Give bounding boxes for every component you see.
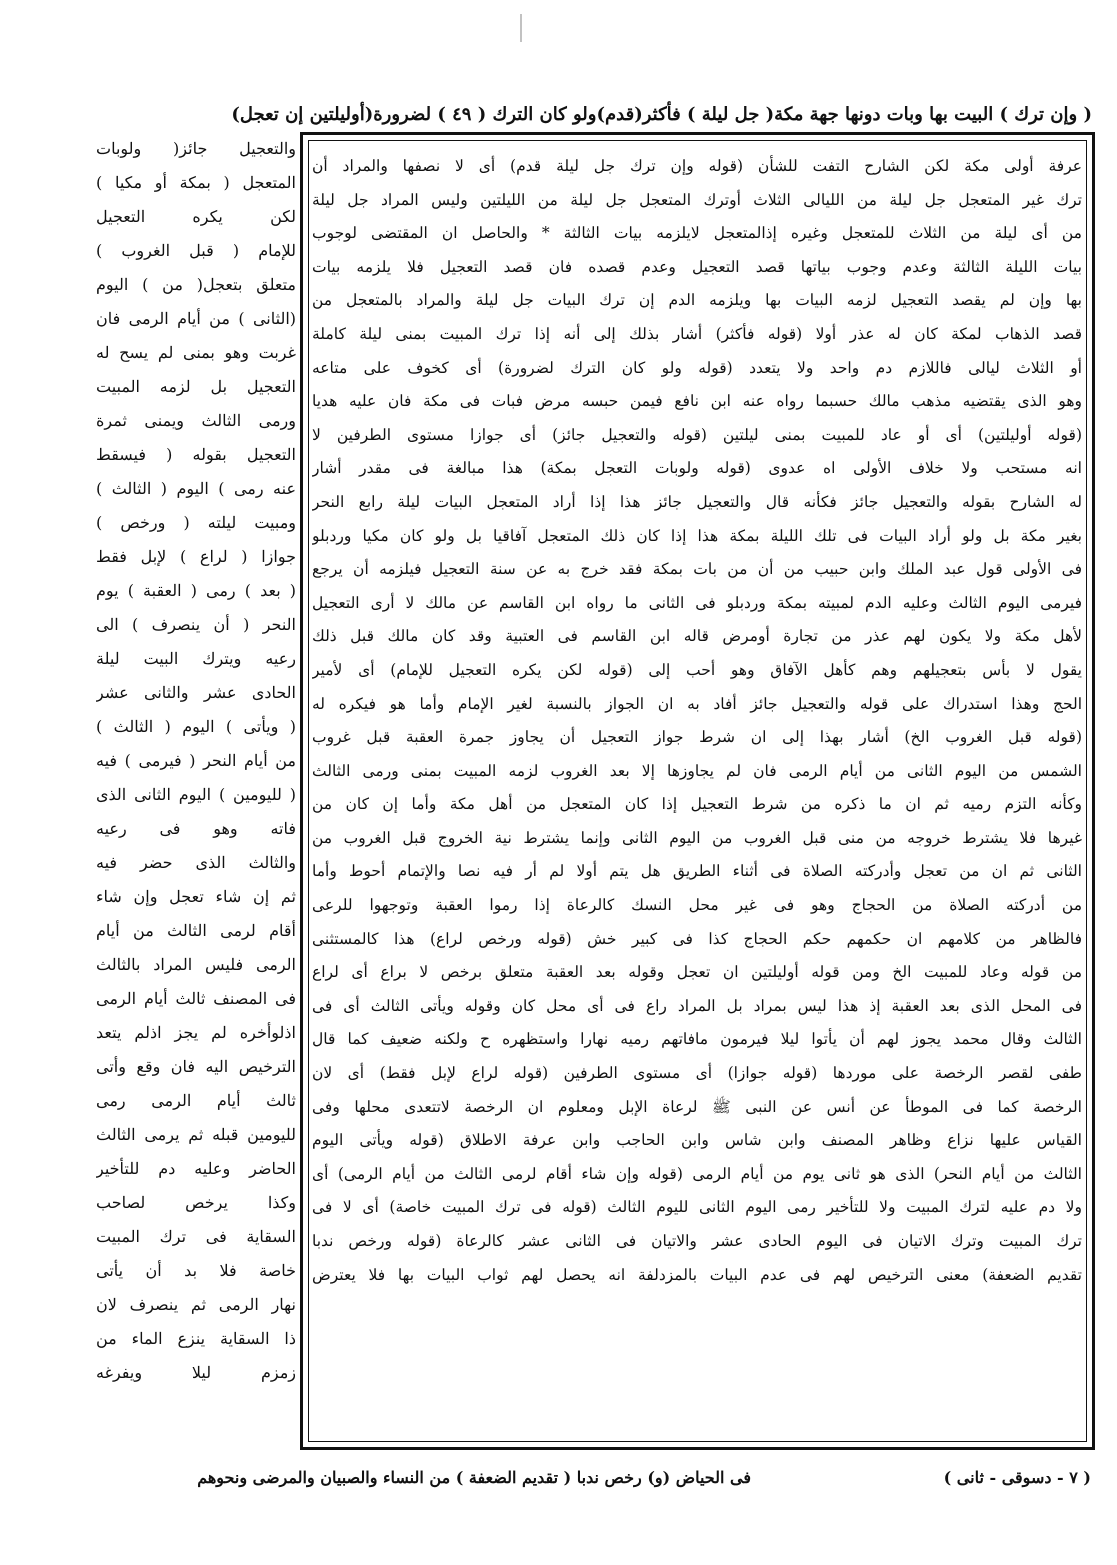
main-text-line: ( لليومين ) اليوم الثانى الذى	[96, 785, 296, 804]
footer-text: فى الحياض (و) رخص ندبا ( تقديم الضعفة ) من النساء والصبيان والمرضى ونحوهم	[197, 1468, 751, 1487]
main-text-line: فاته وهو فى رعيه	[96, 819, 296, 838]
main-text-line: أقام لرمى الثالث من أيام	[96, 921, 296, 940]
commentary-line: أو الثلاث ليالى فاللازم دم واحد ولا يتعدد (قوله ولو كان الترك لضرورة) أى كخوف على متاعه	[312, 358, 1082, 377]
commentary-line: فالظاهر من كلامهم ان حكمهم حكم الحجاج كذا فى كبير خش (قوله ورخص لراع) هذا كالمستثنى	[312, 929, 1082, 948]
commentary-line: فيرمى اليوم الثالث وعليه الدم لمبيته بمكة وردبلو فى الثانى ما رواه ابن القاسم عن مالك لا أرى التعجيل	[312, 593, 1082, 612]
commentary-line: بيات الليلة الثالثة وعدم وجوب بياتها قصد التعجيل وعدم قصده فان قصد التعجيل فلا يلزمه بيات	[312, 257, 1082, 276]
commentary-block	[312, 150, 1082, 1440]
running-header: ( وإن ترك ) البيت بها وبات دونها جهة مكة( جل ليلة ) فأكثر(قدم)ولو كان الترك ( ٤٩ ) لضرورة(أوليلتين إن تعجل)	[231, 104, 1092, 125]
main-text-line: ( ويأتى ) اليوم ( الثالث )	[96, 717, 296, 736]
main-text-column	[96, 132, 296, 1452]
main-text-line: للإمام ( قبل الغروب )	[96, 241, 296, 260]
main-text-line: ثم إن شاء تعجل وإن شاء	[96, 887, 296, 906]
scan-mark	[520, 14, 522, 42]
commentary-line: من قوله وعاد للمبيت الخ ومن قوله أوليلتين ان تعجل وقوله بعد العقبة متعلق برخص لا براع أى لراع	[312, 963, 1082, 982]
main-text-line: المتعجل ( بمكة أو مكيا )	[96, 173, 296, 192]
main-text-line: النحر ( أن ينصرف ) الى	[96, 615, 296, 634]
main-text-line: غربت وهو بمنى لم يسح له	[96, 343, 296, 362]
commentary-line: ولا دم عليه لترك المبيت ولا للتأخير رمى اليوم الثانى لليوم الثالث (قوله فى ترك المبيت خاصة) أى لا فى	[312, 1198, 1082, 1217]
commentary-line: فى الأولى قول عبد الملك وابن حبيب من أن من بات بمكة فقد خرج به عن سنة التعجيل فيلزمه أن يرجع	[312, 560, 1082, 579]
main-text-line: متعلق بتعجل( من ) اليوم	[96, 275, 296, 294]
main-text-line: الحاضر وعليه دم للتأخير	[96, 1159, 296, 1178]
commentary-line: (قوله قبل الغروب الخ) أشار بهذا إلى ان شرط جواز التعجيل أن يجاوز جمرة العقبة قبل غروب	[312, 728, 1082, 747]
main-text-line: عنه رمى ) اليوم ( الثالث )	[96, 479, 296, 498]
main-text-line: جوازا ( لراع ) لإبل فقط	[96, 547, 296, 566]
commentary-line: بها وإن لم يقصد التعجيل لزمه البيات بها ويلزمه الدم إن ترك البيات جل ليلة والمراد بالمتعجل من	[312, 291, 1082, 310]
main-text-line: الترخيص اليه فان وقع وأتى	[96, 1057, 296, 1076]
main-text-line: فى المصنف ثالث أيام الرمى	[96, 989, 296, 1008]
commentary-line: قصد الذهاب لمكة كان له عذر أولا (قوله فأكثر) أشار بذلك إلى أنه إذا ترك المبيت بمنى ليلة كاملة	[312, 324, 1082, 343]
main-text-line: السقاية فى ترك المبيت	[96, 1227, 296, 1246]
commentary-line: ترك غير المتعجل جل ليلة من الليالى الثلاث أوترك المتعجل جل ليلة من الليلتين وليس المراد جل ليلة	[312, 190, 1082, 209]
main-text-line: ومبيت ليلته ( ورخص )	[96, 513, 296, 532]
commentary-line: غيرها فلا يشترط خروجه من منى قبل الغروب من اليوم الثانى وإنما يشترط نية الخروج قبل الغروب من	[312, 828, 1082, 847]
main-text-line: اذلوأخره لم يجز اذلم يتعد	[96, 1023, 296, 1042]
commentary-line: الحج وهذا استدراك على قوله والتعجيل جائز أفاد به ان الجواز بالنسبة لغير الإمام وأما هو فيكره له	[312, 694, 1082, 713]
main-text-line: ورمى الثالث ويمنى ثمرة	[96, 411, 296, 430]
main-text-line: من أيام النحر ( فيرمى ) فيه	[96, 751, 296, 770]
commentary-line: الثانى ثم ان من تعجل وأدركته الصلاة فى أثناء الطريق هل يتم أولا لم أر فيه نصا والإتمام أحوط وأما	[312, 862, 1082, 881]
commentary-line: (قوله أوليلتين) أى أو عاد للمبيت بمنى ليلتين (قوله والتعجيل جائز) أى جوازا مستوى الطرفين لا	[312, 425, 1082, 444]
commentary-line: القياس عليها نزاع وظاهر المصنف وابن شاس وابن الحاجب وابن عرفة الاطلاق (قوله ويأتى اليوم	[312, 1131, 1082, 1150]
commentary-line: له الشارح بقوله والتعجيل جائز فكأنه قال والتعجيل جائز هذا إذا أراد المتعجل البيات ليلة رابع النحر	[312, 492, 1082, 511]
commentary-line: لأهل مكة ولا يكون لهم عذر من تجارة أومرض قاله ابن القاسم فى العتبية وقد كان مالك قبل ذلك	[312, 627, 1082, 646]
main-text-line: ( بعد ) رمى ( العقبة ) يوم	[96, 581, 296, 600]
main-text-line: لكن يكره التعجيل	[96, 207, 296, 226]
commentary-line: يقول لا بأس بتعجيلهم وهم كأهل الآفاق وهو أحب إلى (قوله لكن يكره التعجيل للإمام) أى لأمير	[312, 660, 1082, 679]
main-text-line: والثالث الذى حضر فيه	[96, 853, 296, 872]
commentary-line: الثالث من أيام النحر) الذى هو ثانى يوم من أيام الرمى (قوله وإن شاء أقام لرمى الثالث من أيام الرمى) أى	[312, 1164, 1082, 1183]
main-text-line: التعجيل بقوله ( فيسقط	[96, 445, 296, 464]
main-text-line: ثالث أيام الرمى رمى	[96, 1091, 296, 1110]
main-text-line: نهار الرمى ثم ينصرف لان	[96, 1295, 296, 1314]
main-text-line: والتعجيل جائز( ولوبات	[96, 139, 296, 158]
main-text-line: ذا السقاية ينزع الماء من	[96, 1329, 296, 1348]
commentary-line: فى المحل الذى بعد العقبة إذ هذا ليس بمراد بل المراد راع فى أى محل كان وقوله ويأتى الثالث أى فى	[312, 996, 1082, 1015]
main-text-line: زمزم ليلا ويفرغه	[96, 1363, 296, 1382]
commentary-line: وكأنه التزم رميه ثم ان ما ذكره من شرط التعجيل إذا كان المتعجل من أهل مكة وأما إن كان من	[312, 795, 1082, 814]
commentary-line: بغير مكة بل ولو أراد البيات فى تلك الليلة بمكة هذا إذا كان ذلك المتعجل آفاقيا بل ولو كان مكيا وردبلو	[312, 526, 1082, 545]
commentary-line: الرخصة كما فى الموطأ عن أنس عن النبى ﷺ لرعاة الإبل ومعلوم ان الرخصة لاتتعدى محلها وفى	[312, 1097, 1082, 1116]
main-text-line: رعيه ويترك البيت ليلة	[96, 649, 296, 668]
commentary-line: تقديم الضعفة) معنى الترخيص لهم فى عدم البيات بالمزدلفة انه يحصل لهم ثواب البيات بها فلا يعترض	[312, 1265, 1082, 1284]
commentary-line: الشمس من اليوم الثانى من أيام الرمى فان لم يجاوزها إلا بعد الغروب لزمه المبيت بمنى ورمى الثالث	[312, 761, 1082, 780]
main-text-line: وكذا يرخص لصاحب	[96, 1193, 296, 1212]
signature-mark: ( ٧ - دسوقى - ثانى )	[943, 1468, 1091, 1487]
commentary-line: عرفة أولى مكة لكن الشارح التفت للشأن (قوله وإن ترك جل ليلة قدم) أى لا نصفها والمراد أن	[312, 157, 1082, 175]
main-text-line: خاصة فلا بد أن يأتى	[96, 1261, 296, 1280]
commentary-line: من أدركته الصلاة من الحجاج وهو فى غير محل النسك كالرعاة إذا رموا العقبة وتوجهوا للرعى	[312, 896, 1082, 915]
commentary-line: وهو الذى يقتضيه مذهب مالك حسبما رواه عنه ابن نافع فيمن حبسه مرض فبات فى مكة فان عليه هديا	[312, 392, 1082, 411]
main-text-line: التعجيل بل لزمه المبيت	[96, 377, 296, 396]
footer	[96, 1460, 1091, 1496]
main-text-line: لليومين قبله ثم يرمى الثالث	[96, 1125, 296, 1144]
commentary-line: انه مستحب ولا خلاف الأولى اه عدوى (قوله ولوبات التعجل بمكة) هذا مبالغة فى مقدر أشار	[312, 459, 1082, 478]
commentary-line: الثالث وقال محمد يجوز لهم أن يأتوا ليلا فيرمون مافاتهم رميه نهارا واستظهره ح ولكنه ضعيف كما قال	[312, 1030, 1082, 1049]
commentary-line: من أى ليلة من الثلاث للمتعجل وغيره إذالمتعجل لايلزمه بيات الثالثة * والحاصل ان المقتضى لوجوب	[312, 224, 1082, 243]
commentary-line: ترك المبيت وترك الاتيان فى اليوم الحادى عشر والاتيان فى الثانى عشر كالرعاة (قوله ورخص ندبا	[312, 1232, 1082, 1250]
main-text-line: الحادى عشر والثانى عشر	[96, 683, 296, 702]
commentary-line: طفى لقصر الرخصة على موردها (قوله جوازا) أى مستوى الطرفين (قوله لراع لإبل فقط) أى لان	[312, 1064, 1082, 1083]
main-text-line: (الثانى ) من أيام الرمى فان	[96, 309, 296, 328]
main-text-line: الرمى فليس المراد بالثالث	[96, 955, 296, 974]
